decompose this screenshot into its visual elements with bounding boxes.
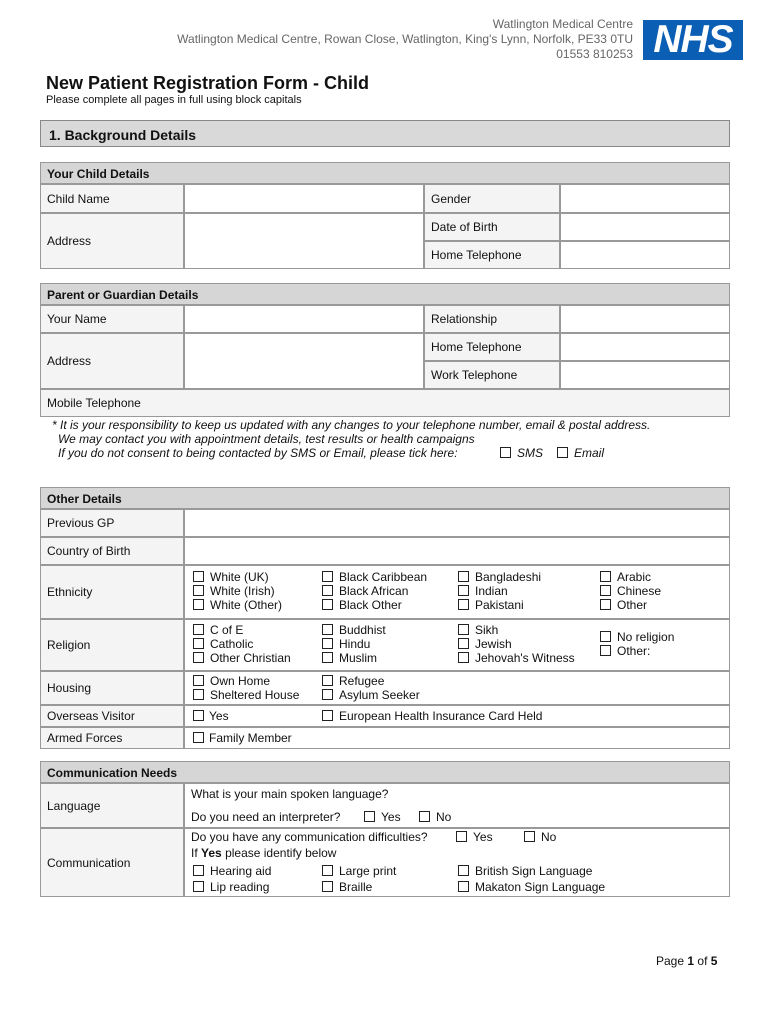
relationship-label: Relationship — [424, 305, 560, 333]
ethnicity-checkbox[interactable] — [322, 585, 333, 596]
ethnicity-option-label: Bangladeshi — [475, 570, 542, 584]
religion-label: Religion — [40, 619, 184, 671]
previous-gp-field[interactable] — [184, 509, 730, 537]
family-member-label: Family Member — [209, 731, 292, 745]
ethnicity-option-label: White (Other) — [210, 598, 283, 612]
ethnicity-checkbox[interactable] — [600, 599, 611, 610]
difficulties-no-label: No — [541, 830, 557, 844]
work-tel-label: Work Telephone — [424, 361, 560, 389]
housing-label: Housing — [40, 671, 184, 705]
page-prefix: Page — [656, 954, 685, 968]
section-bar — [40, 120, 730, 147]
child-name-field[interactable] — [184, 184, 424, 213]
ethnicity-checkbox[interactable] — [600, 571, 611, 582]
difficulties-question: Do you have any communication difficulties? — [191, 830, 428, 844]
religion-option-label: Other Christian — [210, 651, 291, 665]
religion-option-label: Muslim — [339, 651, 377, 665]
relationship-field[interactable] — [560, 305, 730, 333]
housing-option-label: Asylum Seeker — [339, 688, 420, 702]
ethnicity-checkbox[interactable] — [322, 571, 333, 582]
consent-line-3: If you do not consent to being contacted by SMS or Email, please tick here: — [58, 446, 458, 460]
religion-option-label: Other: — [617, 644, 651, 658]
religion-checkbox[interactable] — [458, 652, 469, 663]
religion-option-label: Jehovah's Witness — [475, 651, 575, 665]
housing-option-label: Refugee — [339, 674, 385, 688]
ehic-checkbox[interactable] — [322, 710, 333, 721]
religion-option-label: Buddhist — [339, 623, 386, 637]
ethnicity-option-label: Black Other — [339, 598, 402, 612]
housing-checkbox[interactable] — [193, 675, 204, 686]
ethnicity-checkbox[interactable] — [600, 585, 611, 596]
religion-checkbox[interactable] — [322, 624, 333, 635]
practice-address: Watlington Medical Centre, Rowan Close, Watlington, King's Lynn, Norfolk, PE33 0TU — [177, 32, 633, 46]
previous-gp-label: Previous GP — [40, 509, 184, 537]
interpreter-yes-label: Yes — [381, 810, 401, 824]
dob-field[interactable] — [560, 213, 730, 241]
overseas-yes-checkbox[interactable] — [193, 710, 204, 721]
ethnicity-option-label: Other — [617, 598, 648, 612]
religion-option-label: Hindu — [339, 637, 371, 651]
page-current: 1 — [687, 954, 695, 968]
page-number — [656, 954, 717, 968]
ethnicity-checkbox[interactable] — [322, 599, 333, 610]
difficulties-yes-checkbox[interactable] — [456, 831, 467, 842]
mobile-tel-label: Mobile Telephone — [40, 389, 730, 417]
ethnicity-option-label: Indian — [475, 584, 508, 598]
ethnicity-checkbox[interactable] — [193, 571, 204, 582]
form-title: New Patient Registration Form - Child — [46, 73, 370, 93]
difficulties-yes-label: Yes — [473, 830, 493, 844]
religion-checkbox[interactable] — [193, 624, 204, 635]
religion-option-label: C of E — [210, 623, 244, 637]
ethnicity-option-label: Black Caribbean — [339, 570, 428, 584]
housing-checkbox[interactable] — [322, 689, 333, 700]
gender-field[interactable] — [560, 184, 730, 213]
gender-label: Gender — [424, 184, 560, 213]
family-member-checkbox[interactable] — [193, 732, 204, 743]
nhs-logo — [643, 20, 743, 60]
religion-option-label: Catholic — [210, 637, 254, 651]
child-details-heading: Your Child Details — [40, 162, 730, 184]
parent-address-label: Address — [40, 333, 184, 389]
religion-checkbox[interactable] — [458, 624, 469, 635]
religion-option-label: Sikh — [475, 623, 499, 637]
religion-checkbox[interactable] — [322, 638, 333, 649]
ethnicity-option-label: Black African — [339, 584, 409, 598]
overseas-yes-label: Yes — [209, 709, 229, 723]
interpreter-no-label: No — [436, 810, 452, 824]
child-address-field[interactable] — [184, 213, 424, 269]
religion-checkbox[interactable] — [322, 652, 333, 663]
country-of-birth-label: Country of Birth — [40, 537, 184, 565]
identify-prefix: If — [191, 846, 198, 860]
parent-name-field[interactable] — [184, 305, 424, 333]
communication-option-label: Hearing aid — [210, 864, 272, 878]
country-of-birth-field[interactable] — [184, 537, 730, 565]
communication-option-label: British Sign Language — [475, 864, 593, 878]
communication-checkbox[interactable] — [322, 881, 333, 892]
communication-checkbox[interactable] — [458, 865, 469, 876]
interpreter-question: Do you need an interpreter? — [191, 810, 341, 824]
religion-option-label: No religion — [617, 630, 675, 644]
identify-bold: Yes — [201, 846, 222, 860]
email-checkbox[interactable] — [557, 447, 568, 458]
sms-label: SMS — [517, 446, 544, 460]
ethnicity-checkbox[interactable] — [458, 599, 469, 610]
communication-option-label: Lip reading — [210, 880, 270, 894]
sms-checkbox[interactable] — [500, 447, 511, 458]
communication-option-label: Makaton Sign Language — [475, 880, 606, 894]
dob-label: Date of Birth — [424, 213, 560, 241]
practice-phone: 01553 810253 — [556, 47, 633, 61]
child-address-label: Address — [40, 213, 184, 269]
parent-address-field[interactable] — [184, 333, 424, 389]
interpreter-no-checkbox[interactable] — [419, 811, 430, 822]
ethnicity-option-label: White (Irish) — [210, 584, 275, 598]
nhs-logo-text: NHS — [653, 18, 733, 61]
communication-heading: Communication Needs — [40, 761, 730, 783]
communication-checkbox[interactable] — [193, 881, 204, 892]
ethnicity-checkbox[interactable] — [458, 585, 469, 596]
parent-details-heading: Parent or Guardian Details — [40, 283, 730, 305]
overseas-visitor-label: Overseas Visitor — [40, 705, 184, 727]
child-home-tel-field[interactable] — [560, 241, 730, 269]
ethnicity-checkbox[interactable] — [458, 571, 469, 582]
child-home-tel-label: Home Telephone — [424, 241, 560, 269]
form-subtitle: Please complete all pages in full using block capitals — [46, 94, 302, 106]
page-total: 5 — [710, 954, 718, 968]
housing-option-label: Sheltered House — [210, 688, 300, 702]
communication-checkbox[interactable] — [193, 865, 204, 876]
child-name-label: Child Name — [40, 184, 184, 213]
identify-suffix: please identify below — [225, 846, 337, 860]
identify-instruction — [191, 846, 336, 860]
communication-option-label: Large print — [339, 864, 397, 878]
email-label: Email — [574, 446, 605, 460]
practice-name: Watlington Medical Centre — [492, 17, 633, 31]
ethnicity-option-label: Arabic — [617, 570, 652, 584]
main-language-question: What is your main spoken language? — [191, 787, 389, 801]
religion-checkbox[interactable] — [600, 645, 611, 656]
parent-name-label: Your Name — [40, 305, 184, 333]
religion-checkbox[interactable] — [458, 638, 469, 649]
language-label: Language — [40, 783, 184, 828]
housing-option-label: Own Home — [210, 674, 271, 688]
page-of: of — [697, 954, 708, 968]
communication-option-label: Braille — [339, 880, 373, 894]
religion-checkbox[interactable] — [600, 631, 611, 642]
ethnicity-option-label: Pakistani — [475, 598, 524, 612]
section-title: 1. Background Details — [49, 127, 197, 143]
religion-checkbox[interactable] — [193, 652, 204, 663]
ehic-label: European Health Insurance Card Held — [339, 709, 543, 723]
ethnicity-checkbox[interactable] — [193, 585, 204, 596]
work-tel-field[interactable] — [560, 361, 730, 389]
communication-checkbox[interactable] — [322, 865, 333, 876]
difficulties-no-checkbox[interactable] — [524, 831, 535, 842]
communication-checkbox[interactable] — [458, 881, 469, 892]
interpreter-yes-checkbox[interactable] — [364, 811, 375, 822]
ethnicity-checkbox[interactable] — [193, 599, 204, 610]
housing-checkbox[interactable] — [193, 689, 204, 700]
housing-checkbox[interactable] — [322, 675, 333, 686]
ethnicity-option-label: Chinese — [617, 584, 662, 598]
religion-checkbox[interactable] — [193, 638, 204, 649]
consent-line-1: * It is your responsibility to keep us updated with any changes to your telephone number, email & postal address. — [52, 418, 651, 432]
religion-option-label: Jewish — [475, 637, 512, 651]
armed-forces-label: Armed Forces — [40, 727, 184, 749]
consent-line-2: We may contact you with appointment details, test results or health campaigns — [58, 432, 475, 446]
ethnicity-label: Ethnicity — [40, 565, 184, 619]
parent-home-tel-label: Home Telephone — [424, 333, 560, 361]
communication-label: Communication — [40, 828, 184, 897]
parent-home-tel-field[interactable] — [560, 333, 730, 361]
other-details-heading: Other Details — [40, 487, 730, 509]
ethnicity-option-label: White (UK) — [210, 570, 269, 584]
